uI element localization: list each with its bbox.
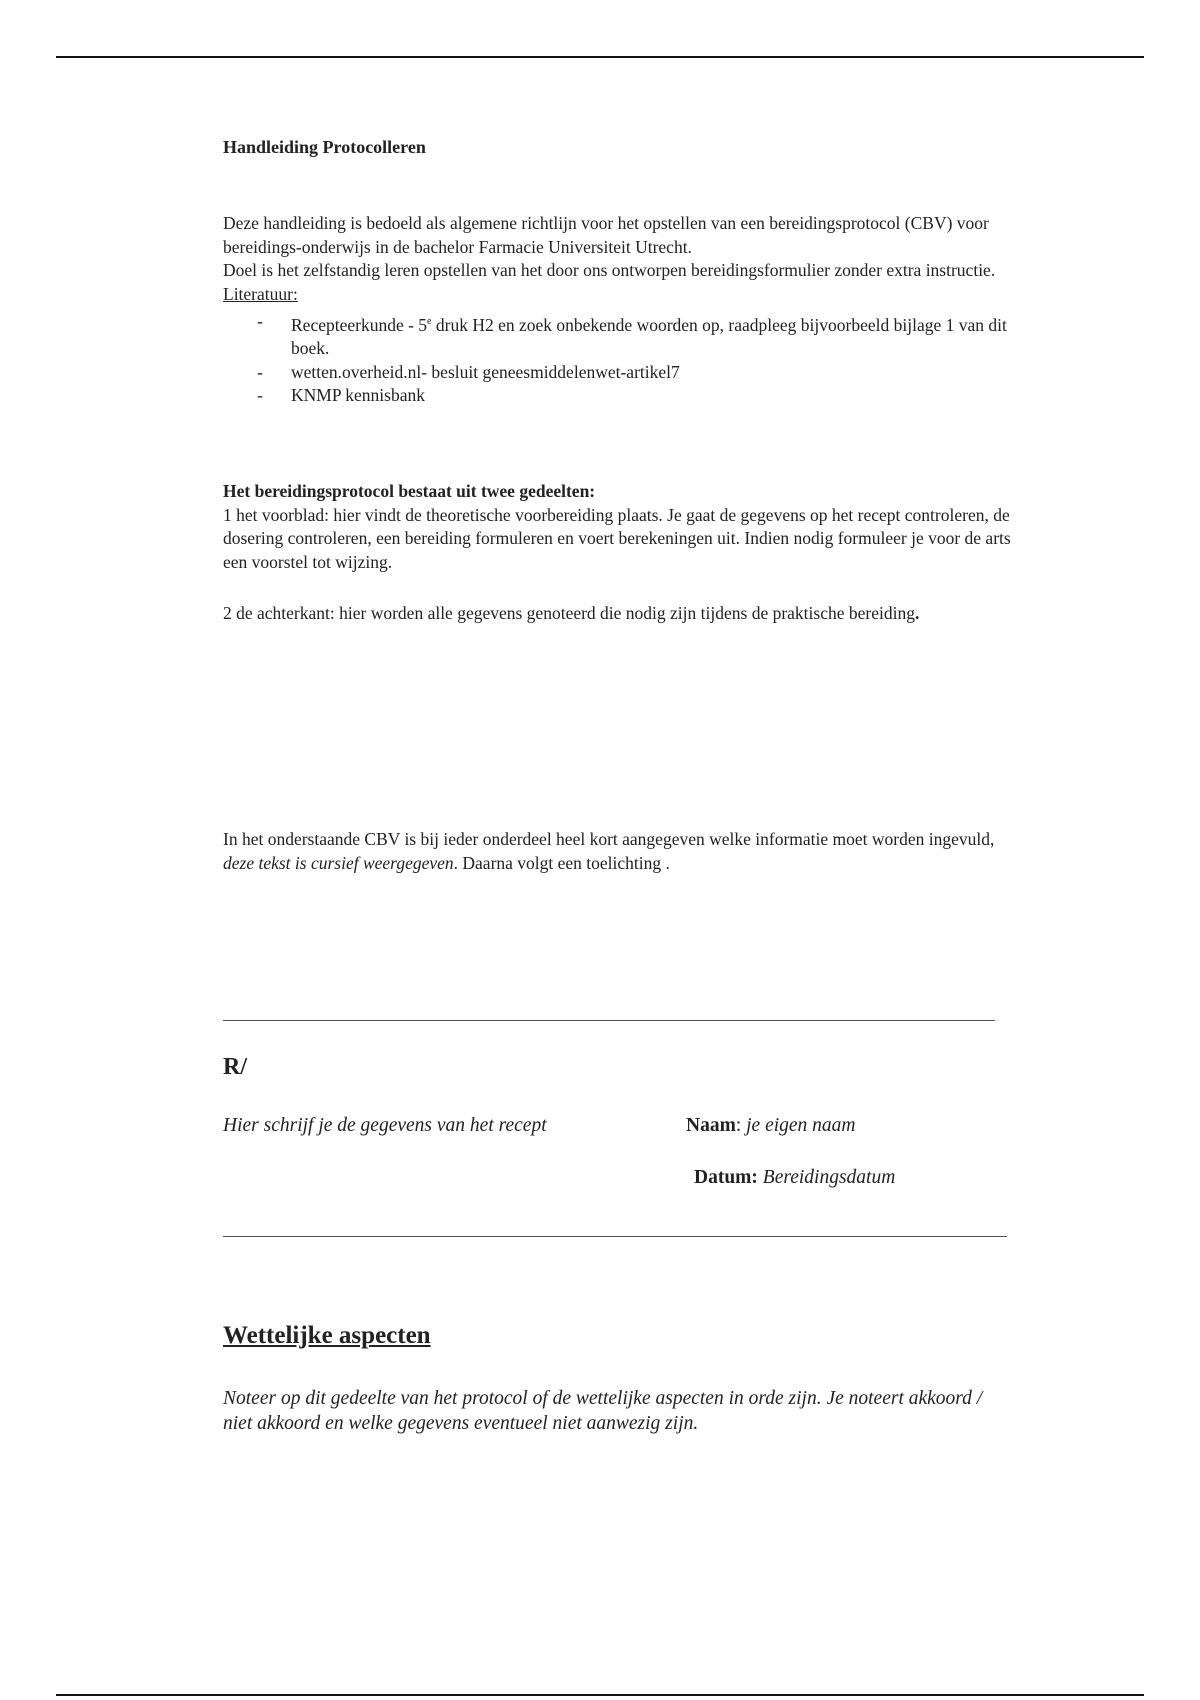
form-divider-bottom xyxy=(223,1236,1007,1237)
part-1-text: 1 het voorblad: hier vindt de theoretische voorbereiding plaats. Je gaat de gegevens op het recept controleren, de dosering controleren, een bereiding formuleren en voert berekeningen uit. Indien nodig formuleer je voor de arts een voorstel tot wijzing. xyxy=(223,504,1011,572)
document-title: Handleiding Protocolleren xyxy=(223,137,426,157)
form-divider-top xyxy=(223,1020,995,1021)
rx-description: Hier schrijf je de gegevens van het recept xyxy=(223,1115,547,1136)
literature-item: - KNMP kennisbank xyxy=(223,384,1013,408)
protocol-parts-section xyxy=(223,480,1013,626)
intro-paragraph-1: Deze handleiding is bedoeld als algemene richtlijn voor het opstellen van een bereidingsprotocol (CBV) voor bereidings-onderwijs in de bachelor Farmacie Universiteit Utrecht. xyxy=(223,213,989,257)
part-2-text: 2 de achterkant: hier worden alle gegevens genoteerd die nodig zijn tijdens de praktische bereiding. xyxy=(223,603,920,623)
intro-section xyxy=(223,212,1013,408)
datum-field: Datum: Bereidingsdatum xyxy=(694,1167,896,1188)
rx-symbol: R/ xyxy=(223,1054,247,1080)
page-top-rule xyxy=(56,56,1144,58)
cbv-note: In het onderstaande CBV is bij ieder onderdeel heel kort aangegeven welke informatie moet worden ingevuld, deze tekst is cursief weergegeven. Daarna volgt een toelichting . xyxy=(223,829,995,873)
list-dash: - xyxy=(257,361,263,382)
literature-label: Literatuur: xyxy=(223,283,298,304)
wettelijke-aspecten-text: Noteer op dit gedeelte van het protocol of de wettelijke aspecten in orde zijn. Je noteert akkoord / niet akkoord en welke gegevens eventueel niet aanwezig zijn. xyxy=(223,1388,983,1434)
naam-field: Naam: je eigen naam xyxy=(686,1115,856,1136)
parts-heading: Het bereidingsprotocol bestaat uit twee gedeelten: xyxy=(223,481,596,501)
page-bottom-rule xyxy=(56,1694,1144,1696)
list-dash: - xyxy=(257,385,263,406)
literature-list xyxy=(223,310,1013,408)
wettelijke-aspecten-heading: Wettelijke aspecten xyxy=(223,1322,431,1349)
literature-item: - Recepteerkunde - 5e druk H2 en zoek onbekende woorden op, raadpleeg bijvoorbeeld bijlage 1 van dit boek. xyxy=(257,311,1007,359)
literature-item: - wetten.overheid.nl- besluit geneesmiddelenwet-artikel7 xyxy=(223,361,1013,385)
list-dash: - xyxy=(257,311,263,331)
intro-paragraph-2: Doel is het zelfstandig leren opstellen van het door ons ontworpen bereidingsformulier zonder extra instructie. xyxy=(223,260,996,280)
